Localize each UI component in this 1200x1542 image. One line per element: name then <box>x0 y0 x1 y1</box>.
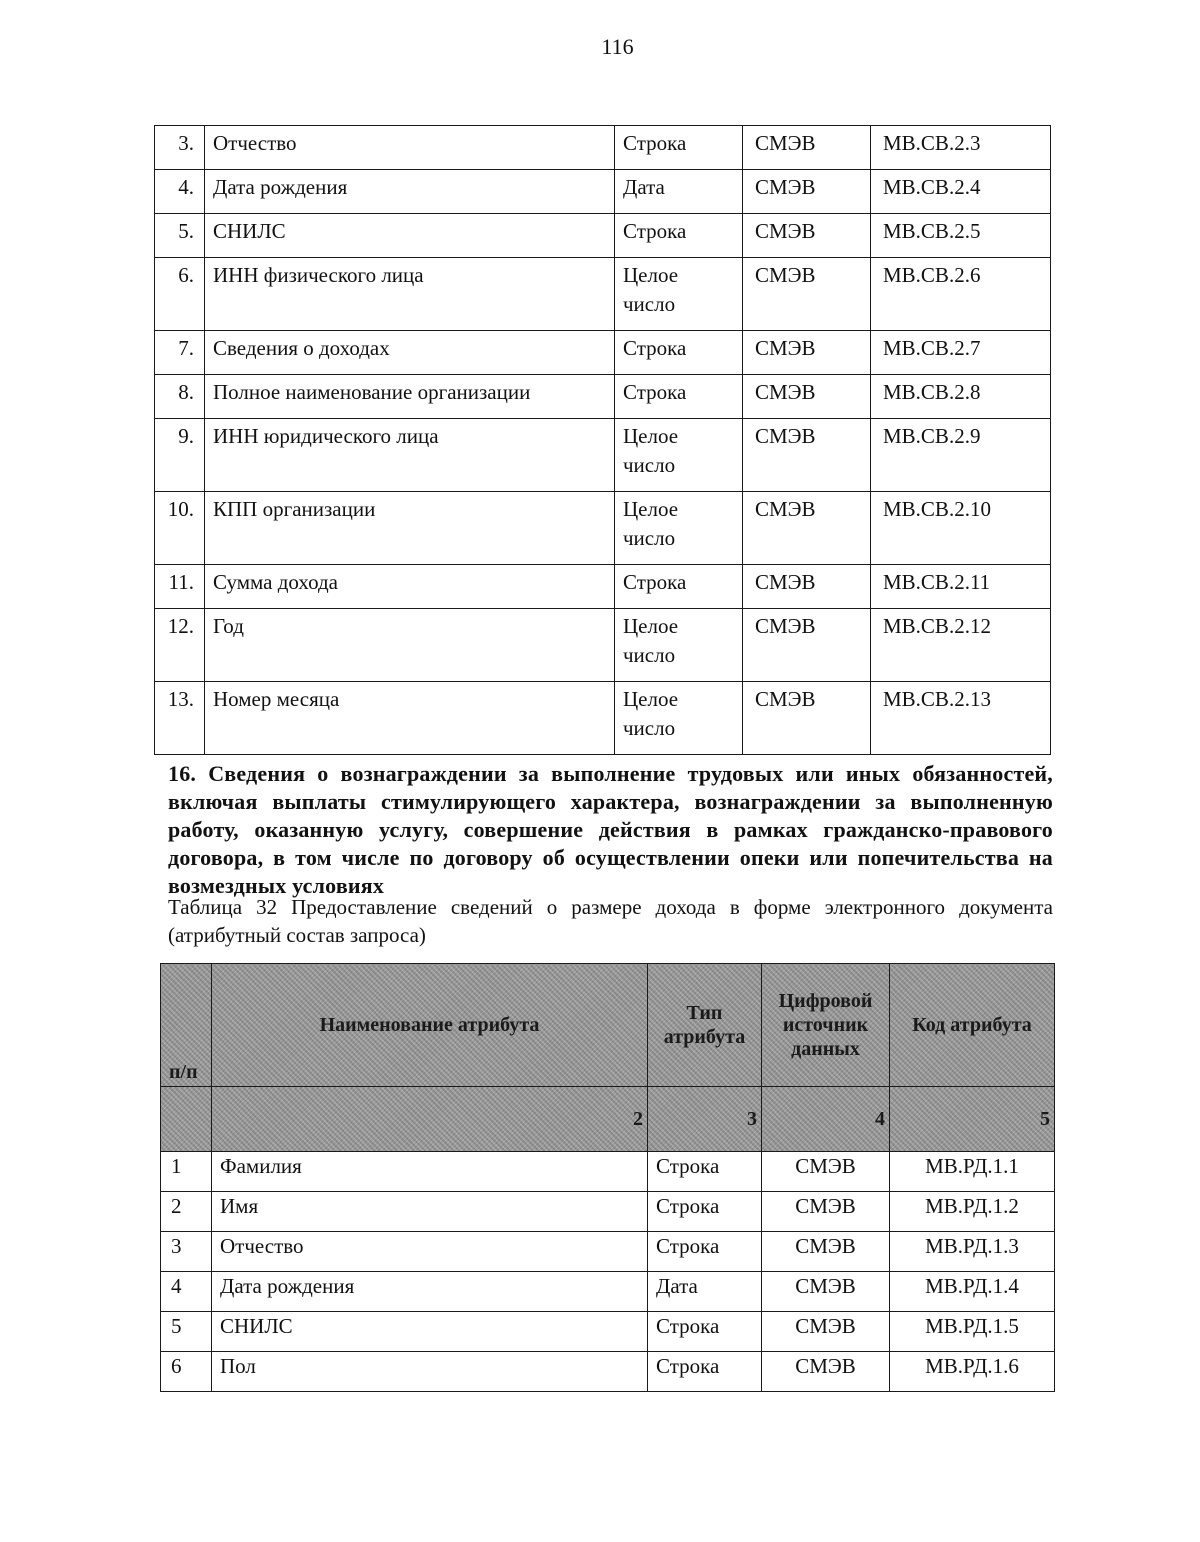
attribute-code: МВ.РД.1.3 <box>890 1232 1055 1272</box>
attributes-table-continued <box>154 125 1051 755</box>
table-row <box>161 1152 1055 1192</box>
attribute-type: Дата <box>648 1272 762 1312</box>
header-source: Цифровой источник данных <box>762 964 890 1087</box>
attribute-type: Строка <box>615 375 743 419</box>
table-row <box>155 609 1051 682</box>
attribute-name: Отчество <box>205 126 615 170</box>
table-row <box>155 419 1051 492</box>
attribute-name: Год <box>205 609 615 682</box>
attribute-name: Дата рождения <box>212 1272 648 1312</box>
attribute-code: МВ.СВ.2.6 <box>871 258 1051 331</box>
attribute-code: МВ.РД.1.5 <box>890 1312 1055 1352</box>
column-number: 5 <box>890 1087 1055 1152</box>
row-number: 11. <box>155 565 205 609</box>
attribute-name: ИНН физического лица <box>205 258 615 331</box>
attribute-name: Пол <box>212 1352 648 1392</box>
attribute-code: МВ.СВ.2.4 <box>871 170 1051 214</box>
attribute-name: Сведения о доходах <box>205 331 615 375</box>
header-num: п/п <box>161 964 212 1087</box>
attribute-type: Целое число <box>615 609 743 682</box>
column-number <box>161 1087 212 1152</box>
row-number: 9. <box>155 419 205 492</box>
attribute-name: ИНН юридического лица <box>205 419 615 492</box>
table-row <box>155 258 1051 331</box>
attribute-code: МВ.СВ.2.13 <box>871 682 1051 755</box>
column-number: 4 <box>762 1087 890 1152</box>
data-source: СМЭВ <box>743 492 871 565</box>
attribute-name: СНИЛС <box>212 1312 648 1352</box>
table-row <box>155 170 1051 214</box>
attribute-name: СНИЛС <box>205 214 615 258</box>
attribute-code: МВ.СВ.2.3 <box>871 126 1051 170</box>
attribute-type: Строка <box>648 1192 762 1232</box>
row-number: 12. <box>155 609 205 682</box>
header-type: Тип атрибута <box>648 964 762 1087</box>
attribute-code: МВ.РД.1.1 <box>890 1152 1055 1192</box>
data-source: СМЭВ <box>743 170 871 214</box>
row-number: 2 <box>161 1192 212 1232</box>
row-number: 5. <box>155 214 205 258</box>
attribute-type: Строка <box>615 331 743 375</box>
data-source: СМЭВ <box>743 565 871 609</box>
row-number: 5 <box>161 1312 212 1352</box>
row-number: 8. <box>155 375 205 419</box>
attribute-code: МВ.РД.1.6 <box>890 1352 1055 1392</box>
data-source: СМЭВ <box>762 1352 890 1392</box>
table-row <box>155 375 1051 419</box>
row-number: 1 <box>161 1152 212 1192</box>
data-source: СМЭВ <box>762 1232 890 1272</box>
table-row <box>155 331 1051 375</box>
attribute-code: МВ.СВ.2.9 <box>871 419 1051 492</box>
section-heading: 16. Сведения о вознаграждении за выполнение трудовых или иных обязанностей, включая выплаты стимулирующего характера, вознаграждении за выполненную работу, оказанную услугу, совершение действия в рамках гражданско-правового договора, в том числе по договору об осуществлении опеки или попечительства на возмездных условиях <box>168 761 1053 898</box>
attribute-type: Строка <box>648 1352 762 1392</box>
data-source: СМЭВ <box>762 1272 890 1312</box>
data-source: СМЭВ <box>762 1312 890 1352</box>
attributes-table-body <box>155 126 1051 755</box>
row-number: 10. <box>155 492 205 565</box>
row-number: 7. <box>155 331 205 375</box>
attribute-name: Отчество <box>212 1232 648 1272</box>
data-source: СМЭВ <box>743 419 871 492</box>
header-name: Наименование атрибута <box>212 964 648 1087</box>
attribute-type: Строка <box>648 1152 762 1192</box>
attribute-type: Строка <box>615 565 743 609</box>
data-source: СМЭВ <box>762 1192 890 1232</box>
attribute-type: Строка <box>615 126 743 170</box>
attribute-type: Целое число <box>615 682 743 755</box>
row-number: 13. <box>155 682 205 755</box>
table-row <box>161 1232 1055 1272</box>
data-source: СМЭВ <box>743 331 871 375</box>
row-number: 3 <box>161 1232 212 1272</box>
attribute-type: Строка <box>615 214 743 258</box>
data-source: СМЭВ <box>743 214 871 258</box>
attribute-code: МВ.СВ.2.12 <box>871 609 1051 682</box>
attribute-code: МВ.РД.1.2 <box>890 1192 1055 1232</box>
column-number: 3 <box>648 1087 762 1152</box>
data-source: СМЭВ <box>743 375 871 419</box>
attribute-code: МВ.СВ.2.7 <box>871 331 1051 375</box>
table-row <box>161 1272 1055 1312</box>
table-row <box>161 1312 1055 1352</box>
row-number: 6. <box>155 258 205 331</box>
attribute-name: Сумма дохода <box>205 565 615 609</box>
table-row <box>161 1352 1055 1392</box>
row-number: 3. <box>155 126 205 170</box>
table-row <box>155 682 1051 755</box>
data-source: СМЭВ <box>743 126 871 170</box>
data-source: СМЭВ <box>743 682 871 755</box>
request-attributes-table-body <box>161 1152 1055 1392</box>
data-source: СМЭВ <box>762 1152 890 1192</box>
page-number: 116 <box>601 34 634 59</box>
attribute-type: Целое число <box>615 419 743 492</box>
row-number: 4 <box>161 1272 212 1312</box>
data-source: СМЭВ <box>743 258 871 331</box>
attribute-code: МВ.СВ.2.8 <box>871 375 1051 419</box>
attribute-name: Имя <box>212 1192 648 1232</box>
attribute-type: Целое число <box>615 258 743 331</box>
attribute-name: Номер месяца <box>205 682 615 755</box>
table-caption: Таблица 32 Предоставление сведений о размере дохода в форме электронного документа (атрибутный состав запроса) <box>168 895 1053 947</box>
table-row <box>155 492 1051 565</box>
attribute-name: КПП организации <box>205 492 615 565</box>
data-source: СМЭВ <box>743 609 871 682</box>
attribute-code: МВ.СВ.2.5 <box>871 214 1051 258</box>
table-row <box>155 565 1051 609</box>
attribute-code: МВ.СВ.2.10 <box>871 492 1051 565</box>
row-number: 4. <box>155 170 205 214</box>
request-attributes-table <box>160 963 1055 1392</box>
attribute-code: МВ.РД.1.4 <box>890 1272 1055 1312</box>
attribute-code: МВ.СВ.2.11 <box>871 565 1051 609</box>
header-code: Код атрибута <box>890 964 1055 1087</box>
attribute-name: Фамилия <box>212 1152 648 1192</box>
table-row <box>155 214 1051 258</box>
column-number: 2 <box>212 1087 648 1152</box>
table-row <box>161 1192 1055 1232</box>
attribute-name: Дата рождения <box>205 170 615 214</box>
row-number: 6 <box>161 1352 212 1392</box>
attribute-name: Полное наименование организации <box>205 375 615 419</box>
table-header <box>161 964 1055 1152</box>
table-row <box>155 126 1051 170</box>
attribute-type: Целое число <box>615 492 743 565</box>
attribute-type: Строка <box>648 1232 762 1272</box>
attribute-type: Дата <box>615 170 743 214</box>
attribute-type: Строка <box>648 1312 762 1352</box>
